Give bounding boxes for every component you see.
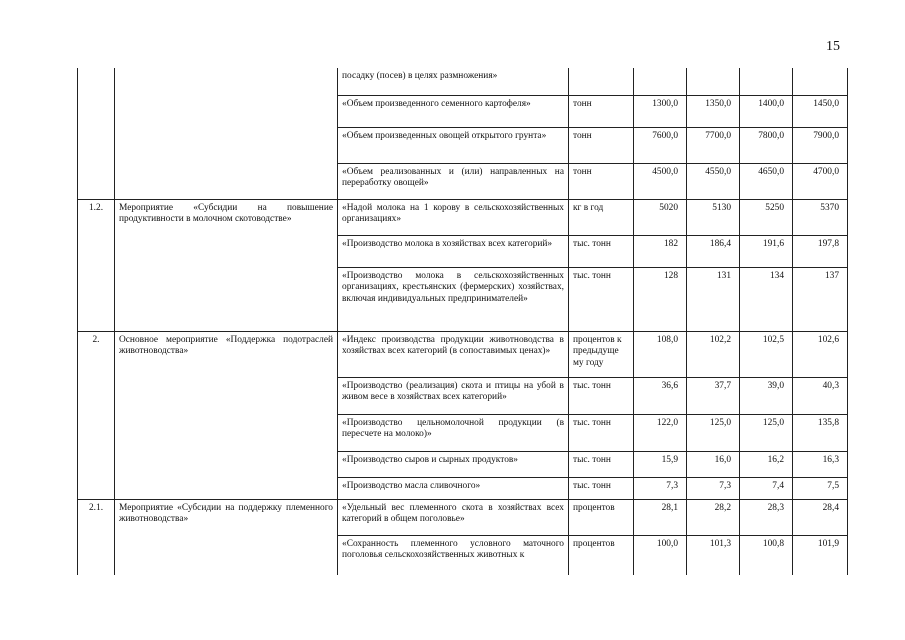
value-cell-1: 7,3 (634, 477, 687, 499)
value-cell-3: 28,3 (740, 499, 793, 535)
section-cell (78, 377, 115, 414)
section-cell: 2.1. (78, 499, 115, 535)
value-cell-4: 197,8 (793, 235, 848, 267)
table-row (78, 377, 848, 414)
value-cell-1: 100,0 (634, 535, 687, 575)
value-cell-4: 101,9 (793, 535, 848, 575)
table-row (78, 235, 848, 267)
table-row (78, 414, 848, 451)
value-cell-3: 134 (740, 267, 793, 331)
value-cell-2: 125,0 (687, 414, 740, 451)
section-cell (78, 414, 115, 451)
value-cell-2: 102,2 (687, 331, 740, 377)
value-cell-4: 28,4 (793, 499, 848, 535)
value-cell-4: 7900,0 (793, 127, 848, 163)
event-cell (115, 163, 338, 199)
value-cell-1: 28,1 (634, 499, 687, 535)
indicator-cell: «Объем произведенного семенного картофеля» (338, 95, 569, 127)
table-row (78, 95, 848, 127)
event-cell (115, 377, 338, 414)
table-row (78, 163, 848, 199)
value-cell-4: 7,5 (793, 477, 848, 499)
value-cell-2: 5130 (687, 199, 740, 235)
value-cell-1: 5020 (634, 199, 687, 235)
value-cell-2: 28,2 (687, 499, 740, 535)
value-cell-4: 4700,0 (793, 163, 848, 199)
value-cell-2: 186,4 (687, 235, 740, 267)
value-cell-3: 4650,0 (740, 163, 793, 199)
event-cell: Мероприятие «Субсидии на поддержку племенного животноводства» (115, 499, 338, 535)
unit-cell: тыс. тонн (569, 414, 634, 451)
section-cell (78, 451, 115, 477)
value-cell-4 (793, 68, 848, 95)
value-cell-3: 102,5 (740, 331, 793, 377)
table-row (78, 499, 848, 535)
value-cell-1: 36,6 (634, 377, 687, 414)
section-cell (78, 68, 115, 95)
indicator-cell: «Надой молока на 1 корову в сельскохозяйственных организациях» (338, 199, 569, 235)
value-cell-2: 37,7 (687, 377, 740, 414)
section-cell (78, 163, 115, 199)
unit-cell: тыс. тонн (569, 477, 634, 499)
indicator-cell: «Производство масла сливочного» (338, 477, 569, 499)
value-cell-3 (740, 68, 793, 95)
indicator-cell: «Удельный вес племенного скота в хозяйствах всех категорий в общем поголовье» (338, 499, 569, 535)
value-cell-2: 7,3 (687, 477, 740, 499)
value-cell-2: 16,0 (687, 451, 740, 477)
value-cell-1: 108,0 (634, 331, 687, 377)
table-row (78, 535, 848, 575)
value-cell-3: 16,2 (740, 451, 793, 477)
unit-cell (569, 68, 634, 95)
table-row (78, 267, 848, 331)
value-cell-3: 191,6 (740, 235, 793, 267)
unit-cell: тыс. тонн (569, 267, 634, 331)
value-cell-2: 1350,0 (687, 95, 740, 127)
table-row (78, 451, 848, 477)
value-cell-3: 1400,0 (740, 95, 793, 127)
unit-cell: тонн (569, 127, 634, 163)
value-cell-4: 102,6 (793, 331, 848, 377)
value-cell-1: 122,0 (634, 414, 687, 451)
event-cell (115, 477, 338, 499)
section-cell (78, 235, 115, 267)
section-cell: 1.2. (78, 199, 115, 235)
unit-cell: тыс. тонн (569, 377, 634, 414)
section-cell (78, 127, 115, 163)
event-cell: Основное мероприятие «Поддержка подотраслей животноводства» (115, 331, 338, 377)
value-cell-1: 4500,0 (634, 163, 687, 199)
section-cell (78, 477, 115, 499)
value-cell-1: 15,9 (634, 451, 687, 477)
unit-cell: процентов (569, 535, 634, 575)
event-cell (115, 535, 338, 575)
unit-cell: кг в год (569, 199, 634, 235)
event-cell (115, 414, 338, 451)
table-row (78, 127, 848, 163)
value-cell-4: 16,3 (793, 451, 848, 477)
table-row (78, 68, 848, 95)
value-cell-3: 7800,0 (740, 127, 793, 163)
table-row (78, 331, 848, 377)
event-cell: Мероприятие «Субсидии на повышение продуктивности в молочном скотоводстве» (115, 199, 338, 235)
indicator-cell: «Производство молока в хозяйствах всех категорий» (338, 235, 569, 267)
indicator-cell: «Индекс производства продукции животноводства в хозяйствах всех категорий (в сопоставимых ценах)» (338, 331, 569, 377)
section-cell (78, 535, 115, 575)
value-cell-3: 5250 (740, 199, 793, 235)
unit-cell: процентов к предыдуще му году (569, 331, 634, 377)
value-cell-3: 39,0 (740, 377, 793, 414)
value-cell-1 (634, 68, 687, 95)
value-cell-2: 131 (687, 267, 740, 331)
value-cell-3: 7,4 (740, 477, 793, 499)
indicator-cell: «Производство (реализация) скота и птицы на убой в живом весе в хозяйствах всех категорий» (338, 377, 569, 414)
event-cell (115, 267, 338, 331)
indicator-cell: «Сохранность племенного условного маточного поголовья сельскохозяйственных животных к (338, 535, 569, 575)
event-cell (115, 95, 338, 127)
indicator-cell: «Производство цельномолочной продукции (в пересчете на молоко)» (338, 414, 569, 451)
event-cell (115, 127, 338, 163)
value-cell-2: 4550,0 (687, 163, 740, 199)
value-cell-4: 40,3 (793, 377, 848, 414)
indicator-cell: посадку (посев) в целях размножения» (338, 68, 569, 95)
table-row (78, 199, 848, 235)
value-cell-4: 5370 (793, 199, 848, 235)
section-cell: 2. (78, 331, 115, 377)
indicator-cell: «Производство молока в сельскохозяйственных организациях, крестьянских (фермерских) хозяйствах, включая индивидуальных предпринимателей» (338, 267, 569, 331)
indicator-cell: «Объем реализованных и (или) направленных на переработку овощей» (338, 163, 569, 199)
value-cell-2: 7700,0 (687, 127, 740, 163)
section-cell (78, 95, 115, 127)
unit-cell: тонн (569, 163, 634, 199)
event-cell (115, 451, 338, 477)
value-cell-1: 182 (634, 235, 687, 267)
value-cell-2: 101,3 (687, 535, 740, 575)
unit-cell: тыс. тонн (569, 235, 634, 267)
value-cell-4: 135,8 (793, 414, 848, 451)
value-cell-1: 128 (634, 267, 687, 331)
indicator-cell: «Производство сыров и сырных продуктов» (338, 451, 569, 477)
section-cell (78, 267, 115, 331)
indicators-table (77, 68, 848, 575)
page-number: 15 (826, 39, 840, 54)
unit-cell: тонн (569, 95, 634, 127)
value-cell-1: 7600,0 (634, 127, 687, 163)
table-row (78, 477, 848, 499)
indicator-cell: «Объем произведенных овощей открытого грунта» (338, 127, 569, 163)
value-cell-3: 125,0 (740, 414, 793, 451)
value-cell-1: 1300,0 (634, 95, 687, 127)
value-cell-3: 100,8 (740, 535, 793, 575)
unit-cell: процентов (569, 499, 634, 535)
value-cell-4: 1450,0 (793, 95, 848, 127)
value-cell-2 (687, 68, 740, 95)
value-cell-4: 137 (793, 267, 848, 331)
event-cell (115, 235, 338, 267)
event-cell (115, 68, 338, 95)
unit-cell: тыс. тонн (569, 451, 634, 477)
